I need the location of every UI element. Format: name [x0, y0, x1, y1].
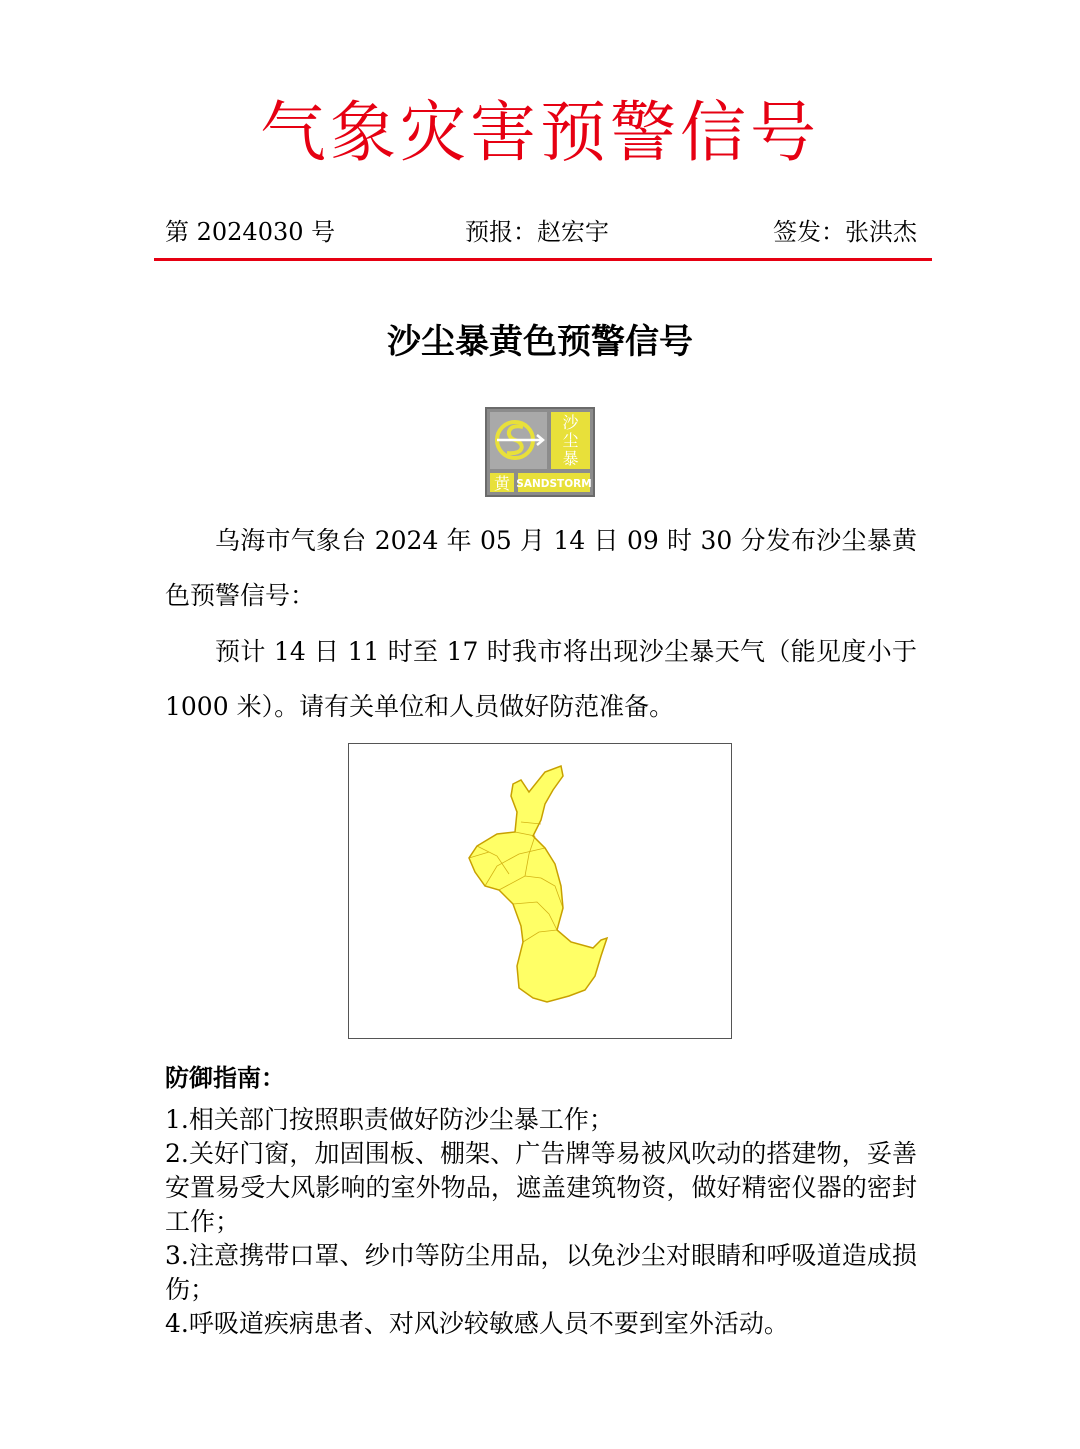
header-divider	[154, 258, 932, 261]
icon-color-label: 黄	[493, 474, 511, 493]
city-region-shape	[469, 766, 607, 1002]
defense-guide-title: 防御指南：	[165, 1063, 285, 1092]
issuer: 签发：张洪杰	[773, 218, 917, 246]
icon-char-1: 沙	[562, 413, 579, 432]
document-meta	[165, 214, 917, 250]
guide-item: 3.注意携带口罩、纱巾等防尘用品，以免沙尘对眼睛和呼吸道造成损伤；	[165, 1241, 917, 1304]
sandstorm-yellow-signal-icon	[485, 407, 595, 497]
document-number: 第 2024030 号	[165, 218, 336, 246]
warning-area-map	[348, 743, 732, 1039]
forecaster: 预报：赵宏宇	[465, 218, 609, 246]
region-map-svg	[349, 744, 731, 1038]
icon-char-2: 尘	[562, 431, 579, 450]
icon-char-3: 暴	[562, 449, 579, 468]
forecast-statement: 预计 14 日 11 时至 17 时我市将出现沙尘暴天气（能见度小于 1000 米）。请有关单位和人员做好防范准备。	[165, 637, 917, 721]
guide-item: 2.关好门窗，加固围板、棚架、广告牌等易被风吹动的搭建物，妥善安置易受大风影响的室外物品，遮盖建筑物资，做好精密仪器的密封工作；	[165, 1139, 917, 1236]
guide-item: 4.呼吸道疾病患者、对风沙较敏感人员不要到室外活动。	[165, 1309, 789, 1338]
document-title: 气象灾害预警信号	[260, 94, 820, 171]
defense-guide-list	[165, 1103, 917, 1341]
signal-title: 沙尘暴黄色预警信号	[387, 322, 693, 362]
issue-statement: 乌海市气象台 2024 年 05 月 14 日 09 时 30 分发布沙尘暴黄色预警信号：	[165, 526, 917, 610]
icon-english-label: SANDSTORM	[516, 478, 592, 490]
guide-item: 1.相关部门按照职责做好防沙尘暴工作；	[165, 1105, 614, 1134]
